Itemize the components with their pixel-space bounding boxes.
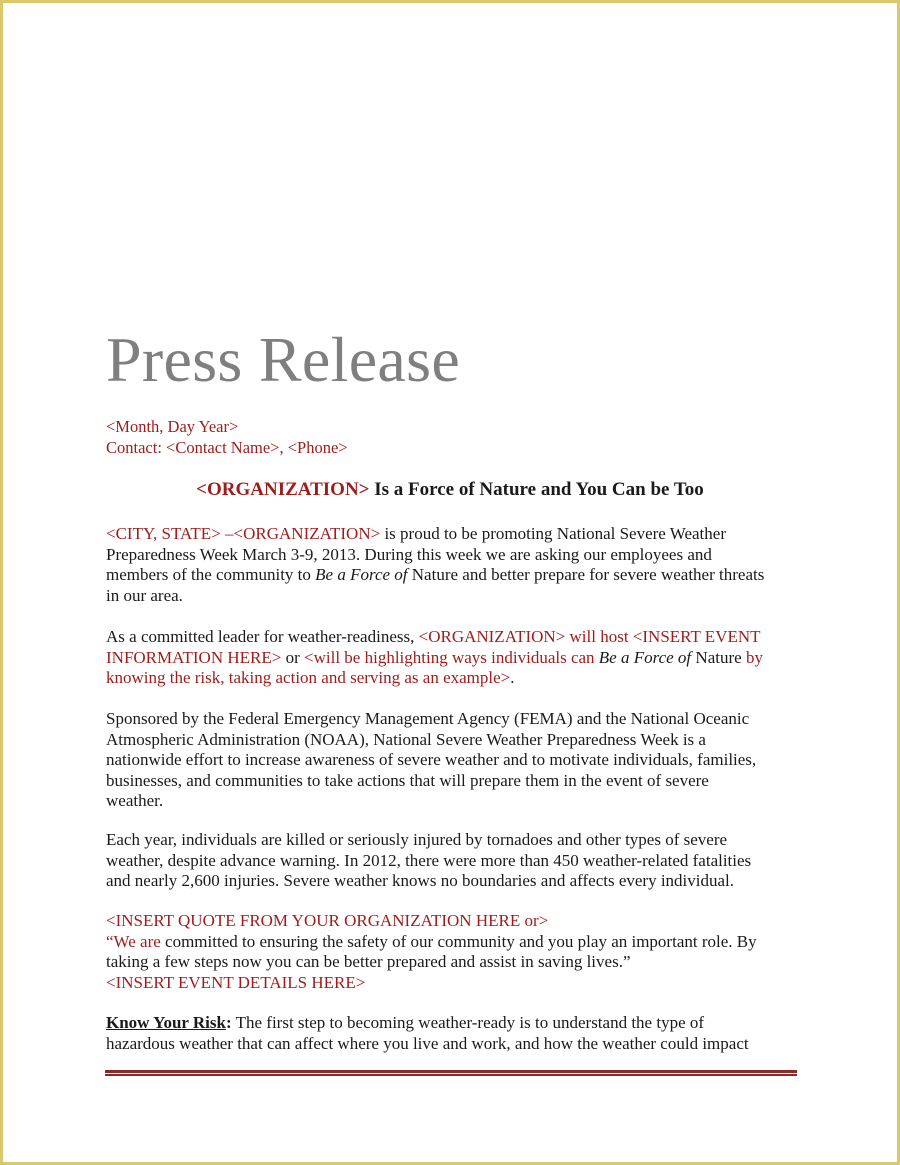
quote-placeholder: <INSERT QUOTE FROM YOUR ORGANIZATION HERE or> [106,911,549,930]
paragraph-sponsor [106,709,796,812]
p3-line: nationwide effort to increase awareness of severe weather and to motivate individuals, families, [106,750,757,770]
quote-line2: committed to ensuring the safety of our community and you play an important role. By [160,931,757,951]
p1-line4: in our area. [106,585,183,605]
headline-text: Is a Force of Nature and You Can be Too [369,479,704,500]
headline-org-placeholder: <ORGANIZATION> [196,479,370,500]
p2-line2-nature: Nature [691,647,742,667]
p4-line: Each year, individuals are killed or seriously injured by tornadoes and other types of severe [106,830,728,849]
p6-line1-text: The first step to becoming weather-ready is to understand the type of [231,1013,705,1032]
date-placeholder: <Month, Day Year> [106,417,239,436]
headline [3,479,897,501]
p6-line2: hazardous weather that can affect where you live and work, and how the weather could impact [106,1033,749,1053]
heading-colon: : [225,1013,232,1032]
p2-line2-placeholder1: INFORMATION HERE> [106,647,282,667]
city-org-placeholder: <CITY, STATE> –<ORGANIZATION> [106,524,381,543]
p1-line1-text: is proud to be promoting National Severe Weather [380,524,726,543]
section-heading-know-your-risk: Know Your Risk [106,1013,226,1032]
document-page [3,3,897,1162]
contact-line: Contact: <Contact Name>, <Phone> [106,437,348,457]
paragraph-intro [106,524,796,606]
p1-line2: Preparedness Week March 3-9, 2013. During this week we are asking our employees and [106,544,712,564]
p2-line2-italic: Be a Force of [598,647,692,667]
p2-line1-text: As a committed leader for weather-readiness, [106,627,419,646]
event-details-placeholder: <INSERT EVENT DETAILS HERE> [106,972,366,992]
p4-line: and nearly 2,600 injuries. Severe weather knows no boundaries and affects every individual. [106,871,735,891]
p1-line3-pre: members of the community to [106,565,316,585]
paragraph-know-your-risk [106,1013,796,1054]
p2-line3-period: . [510,668,515,688]
p2-line2-by: by [741,647,763,667]
p2-line2-placeholder2: <will be highlighting ways individuals can [304,647,599,667]
paragraph-quote [106,911,796,993]
p1-line3-italic: Be a Force of [315,565,408,585]
p3-line: Atmospheric Administration (NOAA), National Severe Weather Preparedness Week is a [106,729,706,749]
footer-rule [105,1070,797,1076]
quote-open: “We are [106,931,161,951]
page-title: Press Release [106,324,461,395]
p1-line3-post: Nature and better prepare for severe weather threats [407,565,765,585]
p3-line: businesses, and communities to take actions that will prepare them in the event of severe [106,770,709,790]
release-meta [106,417,348,458]
p3-line: weather. [106,791,164,811]
p2-line2-or: or [281,647,305,667]
p2-line1-placeholder: <ORGANIZATION> will host <INSERT EVENT [418,627,761,646]
p4-line: weather, despite advance warning. In 2012, there were more than 450 weather-related fatalities [106,850,752,870]
p2-line3-placeholder: knowing the risk, taking action and serving as an example> [106,668,511,688]
paragraph-statistics [106,830,796,892]
quote-line3: taking a few steps now you can be better prepared and assist in saving lives.” [106,952,631,972]
paragraph-event [106,627,796,689]
p3-line: Sponsored by the Federal Emergency Management Agency (FEMA) and the National Oceanic [106,709,750,728]
